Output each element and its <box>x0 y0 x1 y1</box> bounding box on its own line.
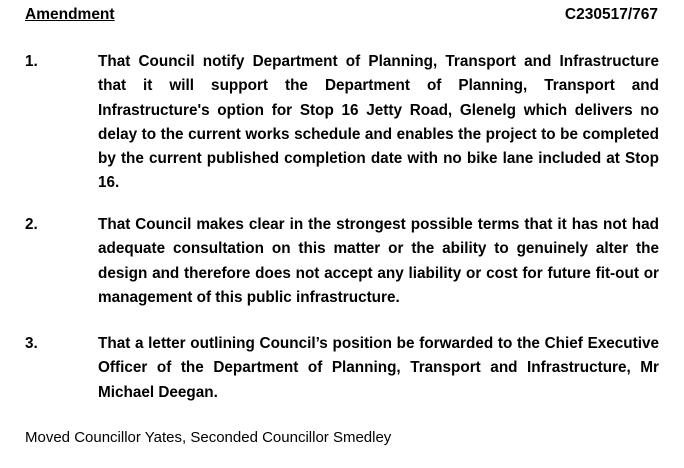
item-number: 2. <box>25 216 38 233</box>
motion-item-1 <box>25 50 659 196</box>
item-text: That Council notify Department of Planning, Transport and Infrastructure that it will support the Department of Planning, Transport and Infrastructure's option for Stop 16 Jetty Road, Glenelg which delivers no delay to the current works schedule and enables the project to be completed by the current published completion date with no bike lane included at Stop 16. <box>98 53 659 192</box>
item-number: 1. <box>25 53 38 70</box>
motion-item-3 <box>25 332 659 405</box>
document-header <box>25 6 658 26</box>
reference-number: C230517/767 <box>564 6 658 23</box>
motion-item-2 <box>25 213 659 310</box>
amendment-heading: Amendment <box>25 6 115 23</box>
mover-seconder-line: Moved Councillor Yates, Seconded Councillor Smedley <box>25 429 392 446</box>
item-number: 3. <box>25 335 38 352</box>
item-text: That Council makes clear in the strongest possible terms that it has not had adequate consultation on this matter or the ability to genuinely alter the design and therefore does not accept any liability or cost for future fit-out or management of this public infrastructure. <box>98 216 659 306</box>
item-text: That a letter outlining Council’s position be forwarded to the Chief Executive Officer of the Department of Planning, Transport and Infrastructure, Mr Michael Deegan. <box>98 335 659 401</box>
